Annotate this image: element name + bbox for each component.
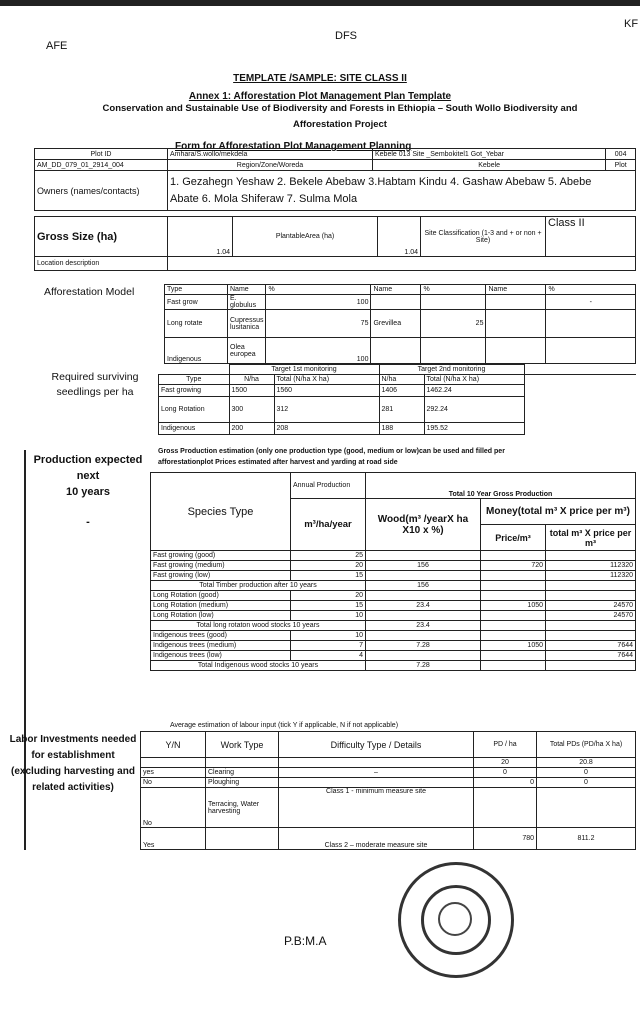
money-label: Money(total m³ X price per m³) — [481, 499, 636, 525]
labor-yn: Yes — [141, 828, 206, 850]
production-price — [481, 631, 546, 641]
production-wood — [366, 651, 481, 661]
plot-id-label: Plot ID — [35, 149, 168, 160]
model-species-3 — [486, 338, 546, 364]
production-wood: 7.28 — [366, 661, 481, 671]
production-row — [151, 561, 636, 571]
plantable-area-label: PlantableArea (ha) — [233, 217, 378, 257]
production-money: 112320 — [546, 571, 636, 581]
production-money: 24570 — [546, 601, 636, 611]
labor-row — [141, 828, 636, 850]
gross-size-label: Gross Size (ha) — [35, 217, 168, 257]
production-price: 1050 — [481, 641, 546, 651]
production-money: 112320 — [546, 561, 636, 571]
production-price: 720 — [481, 561, 546, 571]
model-pct: 100 — [266, 338, 371, 364]
labor-label: Labor Investments needed for establishment (excluding harvesting and related activities) — [9, 734, 137, 793]
production-row — [151, 551, 636, 561]
model-species-3 — [486, 295, 546, 310]
production-money — [546, 621, 636, 631]
template-title: TEMPLATE /SAMPLE: SITE CLASS II — [233, 73, 407, 84]
annual-production-label: Annual Production — [291, 473, 366, 499]
labor-yn: yes — [141, 768, 206, 778]
production-price: 1050 — [481, 601, 546, 611]
production-price — [481, 611, 546, 621]
model-pct: 100 — [266, 295, 371, 310]
labor-difficulty: – — [279, 768, 474, 778]
labor-difficulty — [279, 778, 474, 788]
labor-pd-ha — [474, 788, 537, 828]
labor-table — [140, 731, 636, 850]
total-production-label: Total 10 Year Gross Production — [366, 473, 636, 499]
labor-work-type — [206, 828, 279, 850]
labor-work-type — [206, 758, 279, 768]
labor-col-work-type: Work Type — [206, 732, 279, 758]
production-species: Fast growing (medium) — [151, 561, 291, 571]
region-label: Region/Zone/Woreda — [168, 160, 373, 171]
production-wood: 156 — [366, 581, 481, 591]
seedlings-table — [158, 364, 636, 435]
site-class-label: Site Classification (1-3 and + or non + Site) — [421, 217, 546, 257]
seedlings-row — [159, 385, 637, 397]
model-header-pct: % — [266, 285, 371, 295]
production-annual: 10 — [291, 631, 366, 641]
seedlings-type: Indigenous — [159, 423, 230, 435]
model-pct-2 — [421, 338, 486, 364]
model-header-name: Name — [228, 285, 266, 295]
production-annual: 20 — [291, 591, 366, 601]
production-species: Indigenous trees (good) — [151, 631, 291, 641]
model-pct-2 — [421, 295, 486, 310]
model-pct-3: - — [546, 295, 636, 310]
labor-yn: No — [141, 788, 206, 828]
labor-row — [141, 758, 636, 768]
seedlings-nha-2: 188 — [379, 423, 424, 435]
production-price — [481, 651, 546, 661]
number-value: 004 — [606, 149, 636, 160]
m3-ha-year-label: m³/ha/year — [291, 499, 366, 551]
labor-difficulty: Class 2 – moderate measure site — [279, 828, 474, 850]
species-type-label: Species Type — [151, 473, 291, 551]
afforestation-model-table — [164, 284, 636, 364]
total-price-label: total m³ X price per m³ — [546, 525, 636, 551]
plantable-area-value: 1.04 — [378, 217, 421, 257]
wood-label: Wood(m³ /yearX ha X10 x %) — [366, 499, 481, 551]
production-species: Indigenous trees (medium) — [151, 641, 291, 651]
model-pct-2: 25 — [421, 310, 486, 338]
production-wood: 23.4 — [366, 621, 481, 631]
production-annual: 10 — [291, 611, 366, 621]
labor-row — [141, 768, 636, 778]
seedlings-col-type: Type — [159, 375, 230, 385]
seedlings-total: 1560 — [274, 385, 379, 397]
target-1-label: Target 1st monitoring — [229, 365, 379, 375]
production-label-line-1: Production expected — [33, 454, 143, 466]
production-species: Long Rotation (good) — [151, 591, 291, 601]
labor-col-total-pds: Total PDs (PD/ha X ha) — [537, 732, 636, 758]
labor-difficulty — [279, 758, 474, 768]
production-row — [151, 631, 636, 641]
kebele-label: Kebele — [373, 160, 606, 171]
production-wood: 23.4 — [366, 601, 481, 611]
afforestation-model-label: Afforestation Model — [44, 286, 135, 298]
seedlings-label: Required surviving seedlings per ha — [51, 371, 139, 398]
production-row — [151, 651, 636, 661]
model-type: Fast grow — [165, 295, 228, 310]
labor-row — [141, 788, 636, 828]
labor-total-pds: 0 — [537, 768, 636, 778]
production-row — [151, 601, 636, 611]
production-row — [151, 641, 636, 651]
model-species: Olea europea — [228, 338, 266, 364]
production-money: 7644 — [546, 651, 636, 661]
seedlings-row — [159, 397, 637, 423]
production-annual: 7 — [291, 641, 366, 651]
production-money — [546, 631, 636, 641]
model-pct-3 — [546, 338, 636, 364]
labor-pd-ha: 0 — [474, 778, 537, 788]
model-species: E. globulus — [228, 295, 266, 310]
production-price — [481, 581, 546, 591]
production-wood: 7.28 — [366, 641, 481, 651]
seedlings-col-nha: N/ha — [229, 375, 274, 385]
dfs-label: DFS — [335, 30, 357, 42]
seedlings-nha-2: 281 — [379, 397, 424, 423]
production-wood — [366, 571, 481, 581]
production-money — [546, 581, 636, 591]
production-species: Long Rotation (low) — [151, 611, 291, 621]
seedlings-total: 312 — [274, 397, 379, 423]
seedlings-col-nha-2: N/ha — [379, 375, 424, 385]
production-total-row — [151, 581, 636, 591]
seedlings-nha-2: 1406 — [379, 385, 424, 397]
seedlings-nha: 200 — [229, 423, 274, 435]
production-annual: 25 — [291, 551, 366, 561]
location-desc-label: Location description — [35, 257, 168, 271]
labor-total-pds: 0 — [537, 778, 636, 788]
production-money — [546, 551, 636, 561]
labor-col-difficulty: Difficulty Type / Details — [279, 732, 474, 758]
production-row — [151, 571, 636, 581]
official-seal-stamp — [398, 862, 514, 978]
pbma-label: P.B:M.A — [284, 934, 327, 948]
labor-yn — [141, 758, 206, 768]
seedlings-type: Fast growing — [159, 385, 230, 397]
production-total-label: Total long rotaton wood stocks 10 years — [151, 621, 366, 631]
model-header-pct2: % — [421, 285, 486, 295]
owners-line-1: 1. Gezahegn Yeshaw 2. Bekele Abebaw 3.Habtam Kindu 4. Gashaw Abebaw 5. Abebe — [170, 175, 592, 188]
seedlings-nha: 1500 — [229, 385, 274, 397]
labor-difficulty: Class 1 - minimum measure site — [279, 788, 474, 828]
labor-pd-ha: 0 — [474, 768, 537, 778]
owners-line-2: Abate 6. Mola Shiferaw 7. Sulma Mola — [170, 192, 358, 205]
model-species-2 — [371, 295, 421, 310]
production-total-label: Total Indigenous wood stocks 10 years — [151, 661, 366, 671]
seedlings-total-2: 1462.24 — [424, 385, 524, 397]
model-header-name3: Name — [486, 285, 546, 295]
production-annual: 15 — [291, 571, 366, 581]
model-pct-3 — [546, 310, 636, 338]
location-value: Amhara/S.wollo/mekdela — [168, 149, 373, 160]
project-title-2: Afforestation Project — [293, 119, 387, 130]
labor-col-yn: Y/N — [141, 732, 206, 758]
seedlings-col-total: Total (N/ha X ha) — [274, 375, 379, 385]
production-species: Long Rotation (medium) — [151, 601, 291, 611]
site-class-value: Class II — [546, 217, 636, 257]
model-row — [165, 338, 636, 364]
model-species-2: Grevillea — [371, 310, 421, 338]
model-header-type: Type — [165, 285, 228, 295]
model-header-name2: Name — [371, 285, 421, 295]
production-total-row — [151, 621, 636, 631]
model-species-3 — [486, 310, 546, 338]
seal-emblem-icon — [438, 902, 472, 936]
model-species: Cupressus lusitanica — [228, 310, 266, 338]
gross-size-value: 1.04 — [168, 217, 233, 257]
labor-total-pds: 811.2 — [537, 828, 636, 850]
seedlings-nha: 300 — [229, 397, 274, 423]
production-money — [546, 591, 636, 601]
production-annual: 15 — [291, 601, 366, 611]
top-border-line — [0, 0, 640, 6]
plot-label: Plot — [606, 160, 636, 171]
labor-average-label: Average estimation of labour input (tick Y if applicable, N if not applicable) — [170, 722, 399, 729]
plot-id-value: AM_DD_079_01_2914_004 — [35, 160, 168, 171]
seedlings-total-2: 292.24 — [424, 397, 524, 423]
model-pct: 75 — [266, 310, 371, 338]
production-wood — [366, 591, 481, 601]
price-label: Price/m³ — [481, 525, 546, 551]
production-dash: - — [86, 516, 90, 528]
production-money: 24570 — [546, 611, 636, 621]
production-money — [546, 661, 636, 671]
model-header-pct3: % — [546, 285, 636, 295]
seedlings-total-2: 195.52 — [424, 423, 524, 435]
annex-title: Annex 1: Afforestation Plot Management Plan Template — [188, 91, 452, 102]
production-wood — [366, 551, 481, 561]
production-wood — [366, 611, 481, 621]
afe-label: AFE — [46, 40, 68, 52]
labor-total-pds: 20.8 — [537, 758, 636, 768]
production-annual: 4 — [291, 651, 366, 661]
production-price — [481, 661, 546, 671]
target-2-label: Target 2nd monitoring — [379, 365, 524, 375]
production-species: Indigenous trees (low) — [151, 651, 291, 661]
plot-info-table — [34, 148, 636, 211]
labor-work-type: Clearing — [206, 768, 279, 778]
production-total-row — [151, 661, 636, 671]
production-price — [481, 571, 546, 581]
model-row — [165, 295, 636, 310]
production-label-line-2: next — [76, 470, 100, 482]
production-row — [151, 591, 636, 601]
labor-row — [141, 778, 636, 788]
kf-label: KF — [624, 18, 639, 30]
production-price — [481, 591, 546, 601]
seedlings-type: Long Rotation — [159, 397, 230, 423]
seal-inner-ring — [421, 885, 491, 955]
production-species: Fast growing (low) — [151, 571, 291, 581]
production-row — [151, 611, 636, 621]
production-label-line-3: 10 years — [65, 486, 111, 498]
model-type: Long rotate — [165, 310, 228, 338]
production-note: Gross Production estimation (only one production type (good, medium or low)can be used and filled per afforestationplot Prices estimated after harvest and yarding at road side — [158, 448, 505, 466]
labor-work-type: Ploughing — [206, 778, 279, 788]
kebele-value: Kebele 013 Site _Sembokitel1 Got_Yebar — [373, 149, 606, 160]
form-title: Form for Afforestation Plot Management Planning — [175, 141, 412, 152]
owners-label: Owners (names/contacts) — [35, 171, 168, 211]
production-price — [481, 551, 546, 561]
labor-total-pds — [537, 788, 636, 828]
production-money: 7644 — [546, 641, 636, 651]
labor-pd-ha: 780 — [474, 828, 537, 850]
production-wood — [366, 631, 481, 641]
labor-work-type: Terracing, Water harvesting — [206, 788, 279, 828]
seedlings-row — [159, 423, 637, 435]
production-price — [481, 621, 546, 631]
model-type: Indigenous — [165, 338, 228, 364]
labor-col-pd-ha: PD / ha — [474, 732, 537, 758]
production-species: Fast growing (good) — [151, 551, 291, 561]
production-label — [26, 452, 150, 530]
model-row — [165, 310, 636, 338]
production-table — [150, 472, 636, 671]
model-species-2 — [371, 338, 421, 364]
labor-yn: No — [141, 778, 206, 788]
production-total-label: Total Timber production after 10 years — [151, 581, 366, 591]
production-annual: 20 — [291, 561, 366, 571]
project-title-1: Conservation and Sustainable Use of Biodiversity and Forests in Ethiopia – South Wollo Biodiversity and — [102, 103, 578, 114]
size-table — [34, 216, 636, 271]
labor-pd-ha: 20 — [474, 758, 537, 768]
seedlings-total: 208 — [274, 423, 379, 435]
seedlings-col-total-2: Total (N/ha X ha) — [424, 375, 524, 385]
production-wood: 156 — [366, 561, 481, 571]
